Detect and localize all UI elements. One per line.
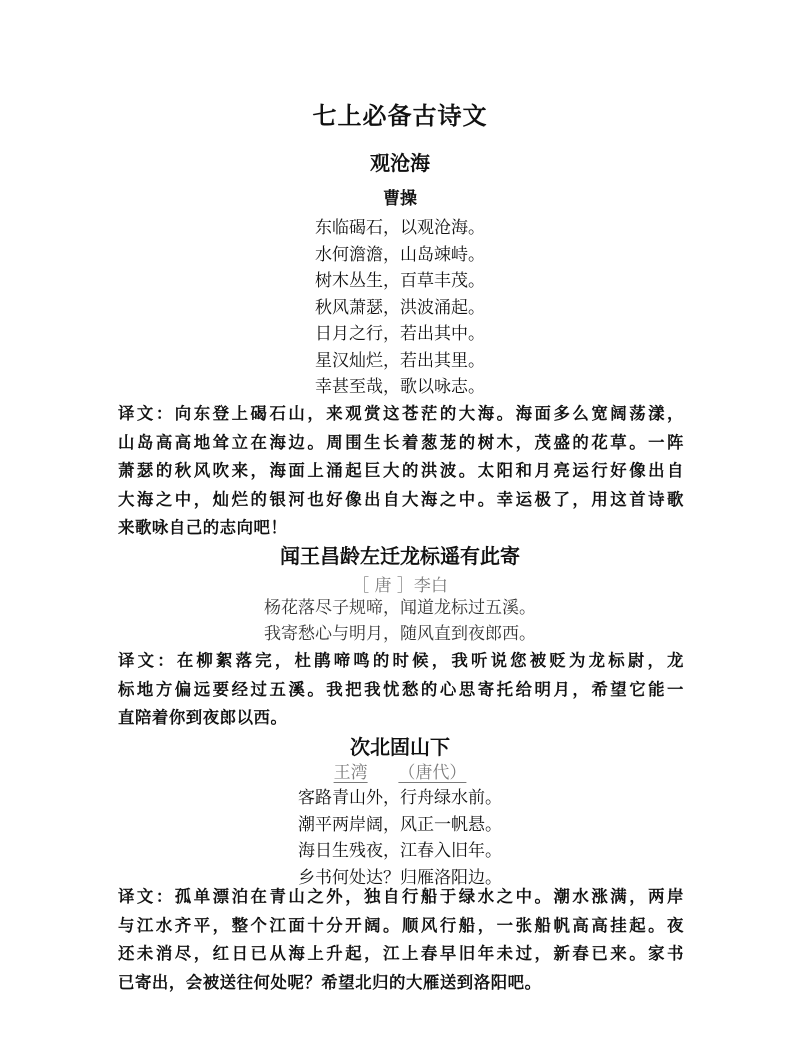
document-title: 七上必备古诗文 [312, 102, 488, 130]
translation-line: 译文：在柳絮落完，杜鹃啼鸣的时候，我听说您被贬为龙标尉，龙 [118, 651, 684, 670]
translation-wen-wang-changling [118, 647, 684, 733]
author-dynasty: （唐代） [398, 763, 467, 783]
translation-line: 还未消尽，红日已从海上升起，江上春早旧年未过，新春已来。家书 [118, 944, 684, 963]
poem-author-li-bai: ［ 唐 ］李白 [352, 576, 448, 596]
poem-title-ci-bei-gu-shan-xia: 次北固山下 [350, 735, 450, 759]
poem-line: 潮平两岸阔，风正一帆悬。 [298, 814, 502, 835]
translation-line: 译文：孤单漂泊在青山之外，独自行船于绿水之中。潮水涨满，两岸 [118, 887, 684, 906]
poem-lines-guan-cang-hai [0, 215, 800, 401]
translation-line: 与江水齐平，整个江面十分开阔。顺风行船，一张船帆高高挂起。夜 [118, 915, 684, 935]
translation-line: 山岛高高地耸立在海边。周围生长着葱茏的树木，茂盛的花草。一阵 [118, 432, 684, 452]
poem-line: 海日生残夜，江春入旧年。 [298, 841, 502, 861]
poem-title-wen-wang-changling: 闻王昌龄左迁龙标遥有此寄 [280, 544, 520, 568]
poem-author-cao-cao: 曹操 [383, 189, 417, 209]
poem-line: 客路青山外，行舟绿水前。 [298, 788, 502, 808]
poem-author-wang-wan [0, 758, 800, 783]
translation-guan-cang-hai [118, 400, 684, 543]
author-name: 王湾 [333, 763, 368, 783]
poem-lines-ci-bei-gu-shan-xia [0, 785, 800, 891]
poem-lines-wen-wang-changling [0, 595, 800, 647]
poem-line: 乡书何处达？归雁洛阳边。 [298, 867, 502, 888]
poem-line: 秋风萧瑟，洪波涌起。 [315, 297, 485, 318]
poem-line: 杨花落尽子规啼，闻道龙标过五溪。 [264, 598, 536, 618]
poem-line: 幸甚至哉，歌以咏志。 [315, 377, 485, 397]
translation-line: 来歌咏自己的志向吧！ [118, 518, 288, 537]
poem-line: 我寄愁心与明月，随风直到夜郎西。 [264, 624, 536, 644]
poem-line: 日月之行，若出其中。 [315, 324, 485, 344]
poem-line: 树木丛生，百草丰茂。 [315, 271, 485, 291]
translation-ci-bei-gu-shan-xia [118, 883, 684, 997]
translation-line: 大海之中，灿烂的银河也好像出自大海之中。幸运极了，用这首诗歌 [118, 489, 684, 509]
translation-line: 标地方偏远要经过五溪。我把我忧愁的心思寄托给明月，希望它能一 [118, 679, 684, 699]
poem-line: 水何澹澹，山岛竦峙。 [315, 244, 485, 265]
translation-line: 直陪着你到夜郎以西。 [118, 708, 288, 727]
poem-title-guan-cang-hai: 观沧海 [370, 151, 430, 175]
translation-line: 萧瑟的秋风吹来，海面上涌起巨大的洪波。太阳和月亮运行好像出自 [118, 461, 684, 480]
translation-line: 已寄出，会被送往何处呢？希望北归的大雁送到洛阳吧。 [118, 972, 542, 992]
poem-line: 星汉灿烂，若出其里。 [315, 350, 485, 371]
translation-line: 译文：向东登上碣石山，来观赏这苍茫的大海。海面多么宽阔荡漾， [118, 404, 684, 423]
poem-line: 东临碣石，以观沧海。 [315, 218, 485, 238]
